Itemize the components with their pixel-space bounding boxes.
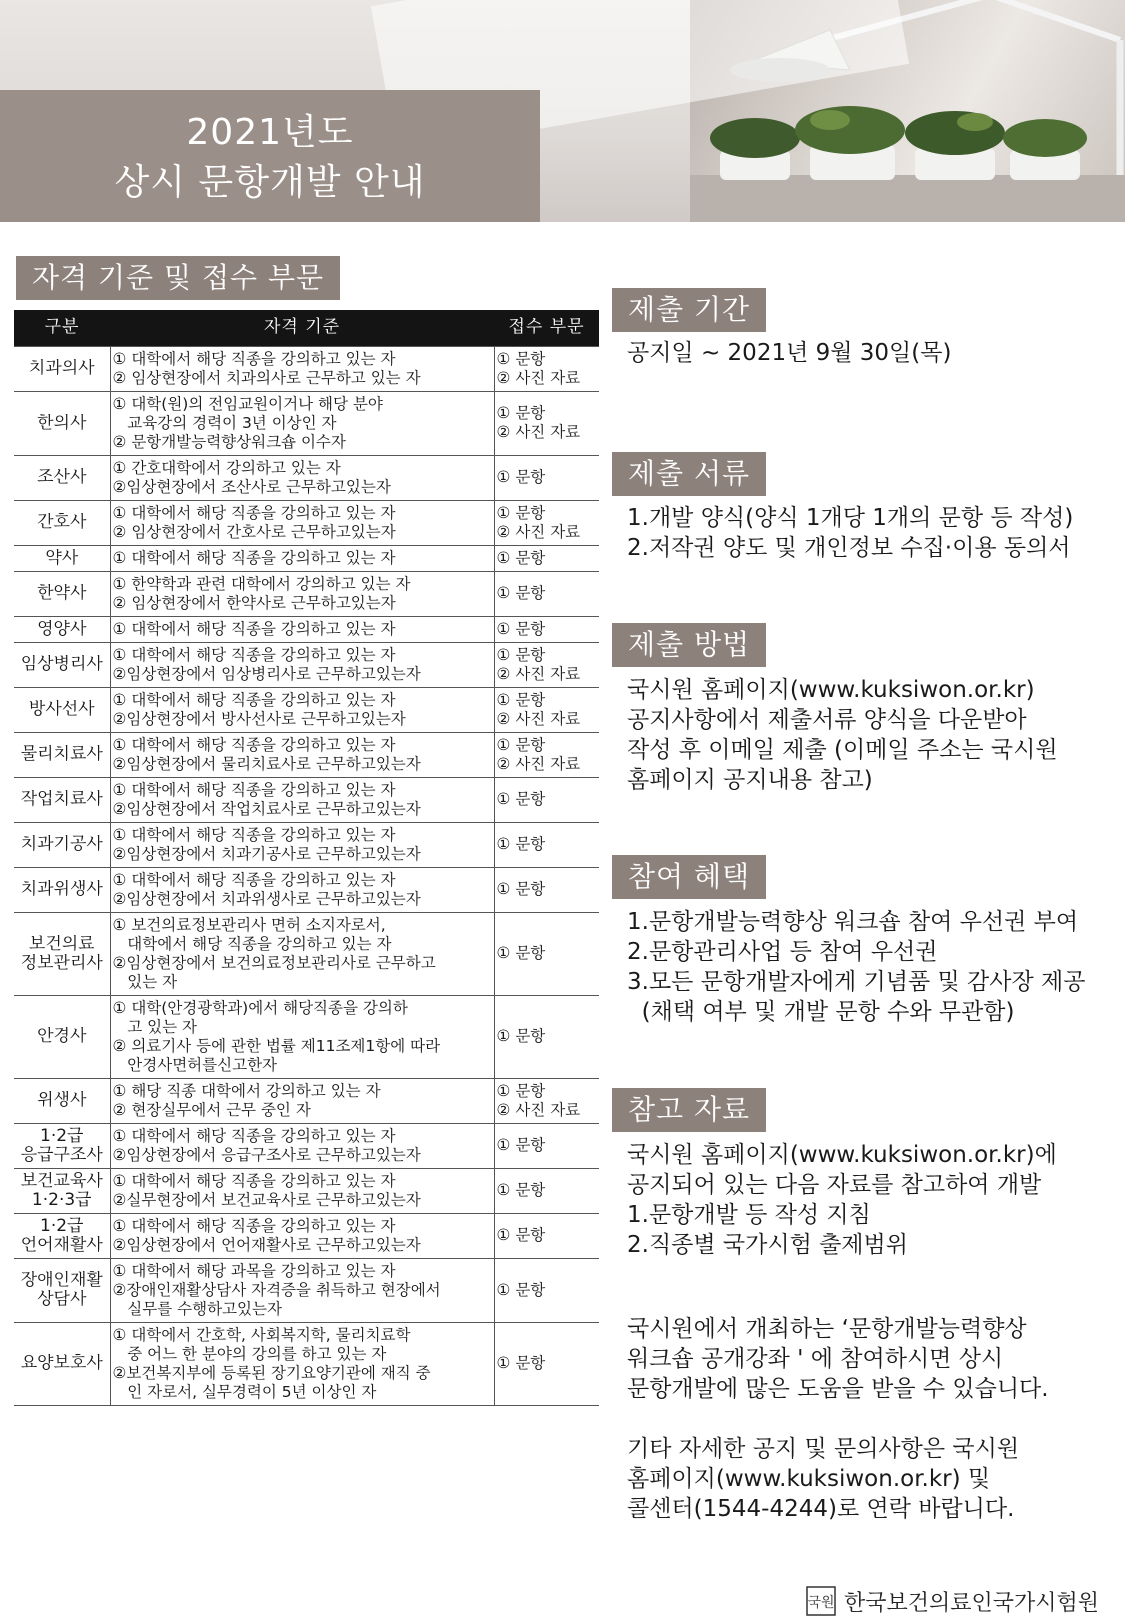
section-cell xyxy=(494,687,599,732)
job-cell xyxy=(14,995,110,1078)
section-cell-line: ① 문항 xyxy=(496,790,546,808)
table-row xyxy=(14,1078,599,1123)
table-row xyxy=(14,995,599,1078)
table-body xyxy=(14,346,599,1405)
page-title-year: 2021년도 xyxy=(186,112,354,153)
job-cell xyxy=(14,1123,110,1168)
section-cell-line: ② 사진 자료 xyxy=(496,522,581,541)
criteria-cell-line: 고 있는 자 xyxy=(112,1017,198,1036)
section-cell xyxy=(494,1322,599,1405)
job-cell-line: 1·2급 xyxy=(40,1216,84,1236)
criteria-cell-line: 중 어느 한 분야의 강의를 하고 있는 자 xyxy=(112,1344,387,1363)
section-cell xyxy=(494,912,599,995)
section-cell xyxy=(494,500,599,545)
section-cell-line: ① 문항 xyxy=(496,880,546,898)
criteria-cell-line: ① 대학에서 해당 직종을 강의하고 있는 자 xyxy=(112,870,396,889)
job-cell xyxy=(14,616,110,642)
criteria-cell-line: ① 대학(원)의 전임교원이거나 해당 분야 xyxy=(112,394,383,413)
criteria-cell xyxy=(110,1078,494,1123)
criteria-cell-line: ② 현장실무에서 근무 중인 자 xyxy=(112,1100,311,1119)
criteria-cell xyxy=(110,545,494,571)
job-cell-line: 보건의료 xyxy=(28,934,95,954)
criteria-cell-line: ②보건복지부에 등록된 장기요양기관에 재직 중 xyxy=(112,1363,431,1382)
criteria-cell-line: 안경사면허를신고한자 xyxy=(112,1055,278,1074)
column-header-criteria: 자격 기준 xyxy=(110,310,494,346)
section-cell xyxy=(494,1078,599,1123)
criteria-cell-line: ②임상현장에서 응급구조사로 근무하고있는자 xyxy=(112,1145,421,1164)
criteria-cell-line: ① 대학에서 해당 직종을 강의하고 있는 자 xyxy=(112,503,396,522)
table-row xyxy=(14,732,599,777)
table-row xyxy=(14,545,599,571)
section-cell-line: ① 문항 xyxy=(496,645,546,664)
job-cell xyxy=(14,822,110,867)
section-cell xyxy=(494,545,599,571)
criteria-cell-line: 실무를 수행하고있는자 xyxy=(112,1299,282,1318)
job-cell xyxy=(14,777,110,822)
section-cell xyxy=(494,732,599,777)
job-cell-line: 1·2·3급 xyxy=(31,1190,92,1210)
criteria-cell-line: ② 임상현장에서 간호사로 근무하고있는자 xyxy=(112,522,396,541)
table-row xyxy=(14,642,599,687)
criteria-cell-line: ② 의료기사 등에 관한 법률 제11조제1항에 따라 xyxy=(112,1036,441,1055)
job-cell xyxy=(14,642,110,687)
references-line-2: 공지되어 있는 다음 자료를 참고하여 개발 xyxy=(627,1172,1042,1198)
table-row xyxy=(14,1213,599,1258)
column-header-section: 접수 부문 xyxy=(494,310,599,346)
criteria-cell-line: ②장애인재활상담사 자격증을 취득하고 현장에서 xyxy=(112,1280,441,1299)
documents-line-1: 1.개발 양식(양식 1개당 1개의 문항 등 작성) xyxy=(627,505,1074,531)
criteria-cell xyxy=(110,912,494,995)
benefits-line-3: 3.모든 문항개발자에게 기념품 및 감사장 제공 xyxy=(627,969,1086,995)
job-cell-line: 작업치료사 xyxy=(20,790,103,809)
table-row xyxy=(14,346,599,391)
section-cell-line: ② 사진 자료 xyxy=(496,368,581,387)
section-cell-line: ① 문항 xyxy=(496,1280,546,1299)
criteria-cell-line: ① 대학에서 해당 직종을 강의하고 있는 자 xyxy=(112,1126,396,1145)
criteria-cell xyxy=(110,777,494,822)
job-cell-line: 임상병리사 xyxy=(20,655,103,674)
criteria-cell-line: ① 대학에서 해당 직종을 강의하고 있는 자 xyxy=(112,619,396,638)
criteria-cell xyxy=(110,642,494,687)
criteria-cell xyxy=(110,500,494,545)
job-cell-line: 위생사 xyxy=(37,1091,87,1110)
section-cell xyxy=(494,822,599,867)
job-cell-line: 물리치료사 xyxy=(20,745,103,764)
criteria-cell-line: ① 간호대학에서 강의하고 있는 자 xyxy=(112,458,341,477)
references-line-3: 1.문항개발 등 작성 지침 xyxy=(627,1202,871,1228)
header-banner xyxy=(0,0,1125,222)
table-row xyxy=(14,1322,599,1405)
criteria-cell-line: ②실무현장에서 보건교육사로 근무하고있는자 xyxy=(112,1190,421,1209)
org-logo xyxy=(806,1584,1099,1618)
contact-note-line-1: 기타 자세한 공지 및 문의사항은 국시원 xyxy=(627,1436,1020,1462)
criteria-cell-line: ① 대학에서 해당 직종을 강의하고 있는 자 xyxy=(112,690,396,709)
contact-note-line-2: 홈페이지(www.kuksiwon.or.kr) 및 xyxy=(627,1466,991,1492)
section-cell-line: ① 문항 xyxy=(496,835,546,853)
job-cell xyxy=(14,1213,110,1258)
job-cell-line: 상담사 xyxy=(37,1290,87,1309)
page-title: 상시 문항개발 안내 xyxy=(114,162,426,203)
criteria-cell-line: ① 대학에서 간호학, 사회복지학, 물리치료학 xyxy=(112,1325,411,1344)
job-cell xyxy=(14,1258,110,1322)
job-cell xyxy=(14,545,110,571)
column-header-category: 구분 xyxy=(14,310,110,346)
criteria-cell-line: ②임상현장에서 보건의료정보관리사로 근무하고 xyxy=(112,953,436,972)
workshop-note-line-1: 국시원에서 개최하는 ‘문항개발능력향상 xyxy=(627,1316,1027,1342)
criteria-cell xyxy=(110,995,494,1078)
criteria-cell-line: ① 대학에서 해당 직종을 강의하고 있는 자 xyxy=(112,349,396,368)
table-row xyxy=(14,500,599,545)
criteria-cell-line: ②임상현장에서 물리치료사로 근무하고있는자 xyxy=(112,754,421,773)
criteria-cell-line: 인 자로서, 실무경력이 5년 이상인 자 xyxy=(112,1382,377,1401)
table-row xyxy=(14,1258,599,1322)
job-cell xyxy=(14,391,110,455)
criteria-cell-line: ② 문항개발능력향상워크숍 이수자 xyxy=(112,432,346,451)
section-cell xyxy=(494,1168,599,1213)
benefits-line-1: 1.문항개발능력향상 워크숍 참여 우선권 부여 xyxy=(627,909,1079,935)
criteria-cell xyxy=(110,346,494,391)
method-line-1: 국시원 홈페이지(www.kuksiwon.or.kr) xyxy=(627,677,1035,703)
section-cell-line: ② 사진 자료 xyxy=(496,423,581,441)
criteria-cell-line: 있는 자 xyxy=(112,972,178,991)
job-cell-line: 안경사 xyxy=(37,1027,87,1046)
table-row xyxy=(14,1168,599,1213)
section-cell-line: ② 사진 자료 xyxy=(496,1100,581,1119)
section-cell-line: ① 문항 xyxy=(496,944,546,962)
criteria-cell-line: ②임상현장에서 치과위생사로 근무하고있는자 xyxy=(112,889,421,908)
job-cell-line: 약사 xyxy=(45,548,79,568)
section-cell-line: ① 문항 xyxy=(496,584,546,602)
criteria-cell-line: ① 대학에서 해당 과목을 강의하고 있는 자 xyxy=(112,1261,396,1280)
table-row xyxy=(14,867,599,912)
org-name: 한국보건의료인국가시험원 xyxy=(844,1590,1100,1616)
qualification-heading: 자격 기준 및 접수 부문 xyxy=(16,256,340,300)
contact-note-line-3: 콜센터(1544-4244)로 연락 바랍니다. xyxy=(627,1496,1015,1522)
job-cell xyxy=(14,1322,110,1405)
job-cell xyxy=(14,455,110,500)
criteria-cell xyxy=(110,1123,494,1168)
table-row xyxy=(14,571,599,616)
criteria-cell-line: ① 대학에서 해당 직종을 강의하고 있는 자 xyxy=(112,780,396,799)
section-cell-line: ① 문항 xyxy=(496,548,546,567)
criteria-cell-line: ① 보건의료정보관리사 면허 소지자로서, xyxy=(112,915,386,934)
table-row xyxy=(14,391,599,455)
table-row xyxy=(14,687,599,732)
criteria-cell-line: ②임상현장에서 치과기공사로 근무하고있는자 xyxy=(112,844,421,863)
job-cell-line: 정보관리사 xyxy=(20,953,103,973)
section-cell xyxy=(494,1258,599,1322)
qualification-table xyxy=(14,310,599,1406)
section-cell-line: ① 문항 xyxy=(496,349,546,368)
section-cell-line: ① 문항 xyxy=(496,503,546,522)
period-heading: 제출 기간 xyxy=(612,288,766,332)
criteria-cell-line: ② 임상현장에서 치과의사로 근무하고 있는 자 xyxy=(112,368,421,387)
criteria-cell-line: ① 해당 직종 대학에서 강의하고 있는 자 xyxy=(112,1081,381,1100)
job-cell-line: 언어재활사 xyxy=(20,1235,103,1255)
method-line-2: 공지사항에서 제출서류 양식을 다운받아 xyxy=(627,707,1027,733)
job-cell xyxy=(14,687,110,732)
section-cell xyxy=(494,571,599,616)
title-box xyxy=(0,90,540,222)
criteria-cell-line: ②임상현장에서 방사선사로 근무하고있는자 xyxy=(112,709,406,728)
section-cell-line: ① 문항 xyxy=(496,1081,546,1100)
section-cell-line: ① 문항 xyxy=(496,404,546,422)
section-cell xyxy=(494,1123,599,1168)
section-cell xyxy=(494,346,599,391)
section-cell-line: ① 문항 xyxy=(496,468,546,486)
criteria-cell xyxy=(110,687,494,732)
criteria-cell xyxy=(110,1258,494,1322)
org-emblem-text: 국원 xyxy=(807,1595,835,1611)
job-cell-line: 한약사 xyxy=(37,584,87,603)
criteria-cell-line: ②임상현장에서 임상병리사로 근무하고있는자 xyxy=(112,664,421,683)
criteria-cell xyxy=(110,616,494,642)
section-cell xyxy=(494,867,599,912)
period-text: 공지일 ~ 2021년 9월 30일(목) xyxy=(627,340,952,366)
documents-heading: 제출 서류 xyxy=(612,452,766,496)
references-heading: 참고 자료 xyxy=(612,1088,766,1132)
benefits-heading: 참여 혜택 xyxy=(612,855,766,899)
criteria-cell-line: ② 임상현장에서 한약사로 근무하고있는자 xyxy=(112,593,396,612)
job-cell-line: 장애인재활 xyxy=(20,1271,103,1290)
criteria-cell xyxy=(110,732,494,777)
table-row xyxy=(14,822,599,867)
table-row xyxy=(14,777,599,822)
section-cell-line: ② 사진 자료 xyxy=(496,709,581,728)
job-cell-line: 한의사 xyxy=(37,413,87,433)
criteria-cell-line: ②임상현장에서 조산사로 근무하고있는자 xyxy=(112,477,391,496)
job-cell-line: 요양보호사 xyxy=(20,1354,103,1373)
section-cell xyxy=(494,995,599,1078)
section-cell xyxy=(494,391,599,455)
section-cell-line: ① 문항 xyxy=(496,690,546,709)
job-cell-line: 영양사 xyxy=(37,619,87,639)
job-cell-line: 조산사 xyxy=(37,468,87,487)
section-cell-line: ② 사진 자료 xyxy=(496,754,581,773)
workshop-note-line-2: 워크숍 공개강좌 ' 에 참여하시면 상시 xyxy=(627,1346,1004,1372)
job-cell xyxy=(14,732,110,777)
job-cell xyxy=(14,867,110,912)
criteria-cell-line: ① 대학에서 해당 직종을 강의하고 있는 자 xyxy=(112,645,396,664)
section-cell-line: ① 문항 xyxy=(496,1136,546,1154)
job-cell-line: 치과기공사 xyxy=(20,835,103,854)
criteria-cell-line: 교육강의 경력이 3년 이상인 자 xyxy=(112,413,337,432)
criteria-cell xyxy=(110,1213,494,1258)
org-emblem-icon xyxy=(806,1586,836,1616)
references-line-4: 2.직종별 국가시험 출제범위 xyxy=(627,1232,908,1258)
documents-line-2: 2.저작권 양도 및 개인정보 수집·이용 동의서 xyxy=(627,535,1071,561)
criteria-cell-line: ① 대학(안경광학과)에서 해당직종을 강의하 xyxy=(112,998,408,1017)
job-cell xyxy=(14,346,110,391)
references-line-1: 국시원 홈페이지(www.kuksiwon.or.kr)에 xyxy=(627,1142,1057,1168)
job-cell xyxy=(14,500,110,545)
table-row xyxy=(14,455,599,500)
method-line-3: 작성 후 이메일 제출 (이메일 주소는 국시원 xyxy=(627,737,1058,763)
criteria-cell xyxy=(110,822,494,867)
criteria-cell-line: ① 한약학과 관련 대학에서 강의하고 있는 자 xyxy=(112,574,411,593)
section-cell-line: ① 문항 xyxy=(496,1354,546,1372)
table-row xyxy=(14,912,599,995)
criteria-cell-line: ① 대학에서 해당 직종을 강의하고 있는 자 xyxy=(112,548,396,567)
job-cell-line: 방사선사 xyxy=(28,700,95,719)
criteria-cell xyxy=(110,455,494,500)
criteria-cell xyxy=(110,867,494,912)
table-header-row xyxy=(14,310,599,346)
job-cell xyxy=(14,912,110,995)
method-heading: 제출 방법 xyxy=(612,623,766,667)
section-cell-line: ① 문항 xyxy=(496,735,546,754)
section-cell-line: ① 문항 xyxy=(496,1226,546,1244)
workshop-note-line-3: 문항개발에 많은 도움을 받을 수 있습니다. xyxy=(627,1376,1049,1402)
criteria-cell-line: ① 대학에서 해당 직종을 강의하고 있는 자 xyxy=(112,1171,396,1190)
job-cell-line: 치과위생사 xyxy=(20,880,103,899)
criteria-cell-line: ②임상현장에서 언어재활사로 근무하고있는자 xyxy=(112,1235,421,1254)
section-cell xyxy=(494,455,599,500)
job-cell-line: 응급구조사 xyxy=(20,1145,103,1165)
section-cell xyxy=(494,616,599,642)
section-cell xyxy=(494,642,599,687)
section-cell-line: ① 문항 xyxy=(496,1027,546,1045)
criteria-cell xyxy=(110,391,494,455)
job-cell-line: 1·2급 xyxy=(40,1126,84,1146)
job-cell-line: 치과의사 xyxy=(28,359,95,378)
section-cell xyxy=(494,1213,599,1258)
criteria-cell-line: ① 대학에서 해당 직종을 강의하고 있는 자 xyxy=(112,825,396,844)
criteria-cell-line: ②임상현장에서 작업치료사로 근무하고있는자 xyxy=(112,799,421,818)
job-cell xyxy=(14,1078,110,1123)
benefits-line-4: (채택 여부 및 개발 문항 수와 무관함) xyxy=(627,999,1015,1025)
criteria-cell xyxy=(110,1322,494,1405)
criteria-cell-line: ① 대학에서 해당 직종을 강의하고 있는 자 xyxy=(112,1216,396,1235)
table-row xyxy=(14,616,599,642)
criteria-cell-line: ① 대학에서 해당 직종을 강의하고 있는 자 xyxy=(112,735,396,754)
job-cell xyxy=(14,1168,110,1213)
criteria-cell xyxy=(110,1168,494,1213)
section-cell-line: ① 문항 xyxy=(496,1181,546,1199)
table-row xyxy=(14,1123,599,1168)
criteria-cell-line: 대학에서 해당 직종을 강의하고 있는 자 xyxy=(112,934,392,953)
job-cell-line: 간호사 xyxy=(37,513,87,532)
section-cell-line: ① 문항 xyxy=(496,619,546,638)
section-cell-line: ② 사진 자료 xyxy=(496,664,581,683)
method-line-4: 홈페이지 공지내용 참고) xyxy=(627,767,873,793)
criteria-cell xyxy=(110,571,494,616)
job-cell xyxy=(14,571,110,616)
benefits-line-2: 2.문항관리사업 등 참여 우선권 xyxy=(627,939,938,965)
job-cell-line: 보건교육사 xyxy=(20,1171,103,1191)
section-cell xyxy=(494,777,599,822)
